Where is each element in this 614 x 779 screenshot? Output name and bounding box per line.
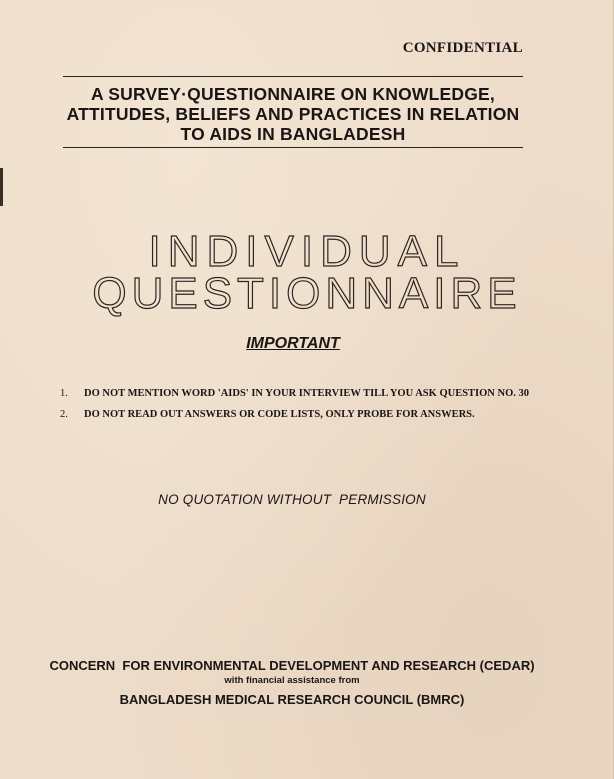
instruction-text: DO NOT READ OUT ANSWERS OR CODE LISTS, ONLY PROBE FOR ANSWERS.: [84, 409, 475, 420]
quotation-notice: NO QUOTATION WITHOUT PERMISSION: [158, 492, 426, 507]
form-name-line-2: QUESTIONNAIRE: [92, 269, 522, 318]
important-heading: IMPORTANT: [246, 335, 340, 352]
form-name-line-1: INDIVIDUAL: [148, 227, 466, 276]
footer: [0, 658, 584, 709]
assistance-note: with financial assistance from: [224, 675, 360, 686]
instruction-list: [60, 383, 560, 425]
instruction-number: 2.: [60, 409, 68, 420]
instruction-number: 1.: [60, 388, 68, 399]
instruction-item: [60, 404, 560, 425]
binding-mark: [0, 168, 3, 206]
organization-name: CONCERN FOR ENVIRONMENTAL DEVELOPMENT AND RESEARCH (CEDAR): [49, 658, 535, 673]
confidential-label: CONFIDENTIAL: [402, 40, 523, 56]
council-name: BANGLADESH MEDICAL RESEARCH COUNCIL (BMRC): [119, 692, 465, 707]
instruction-text: DO NOT MENTION WORD 'AIDS' IN YOUR INTERVIEW TILL YOU ASK QUESTION NO. 30: [84, 388, 529, 399]
instruction-item: [60, 383, 560, 404]
title-line-3: TO AIDS IN BANGLADESH: [180, 124, 406, 144]
title-bottom-rule: [63, 147, 523, 148]
title-top-rule: [63, 76, 523, 77]
title-line-1: A SURVEY·QUESTIONNAIRE ON KNOWLEDGE,: [91, 84, 495, 104]
title-line-2: ATTITUDES, BELIEFS AND PRACTICES IN RELATION: [66, 104, 520, 124]
document-title: [40, 84, 546, 144]
